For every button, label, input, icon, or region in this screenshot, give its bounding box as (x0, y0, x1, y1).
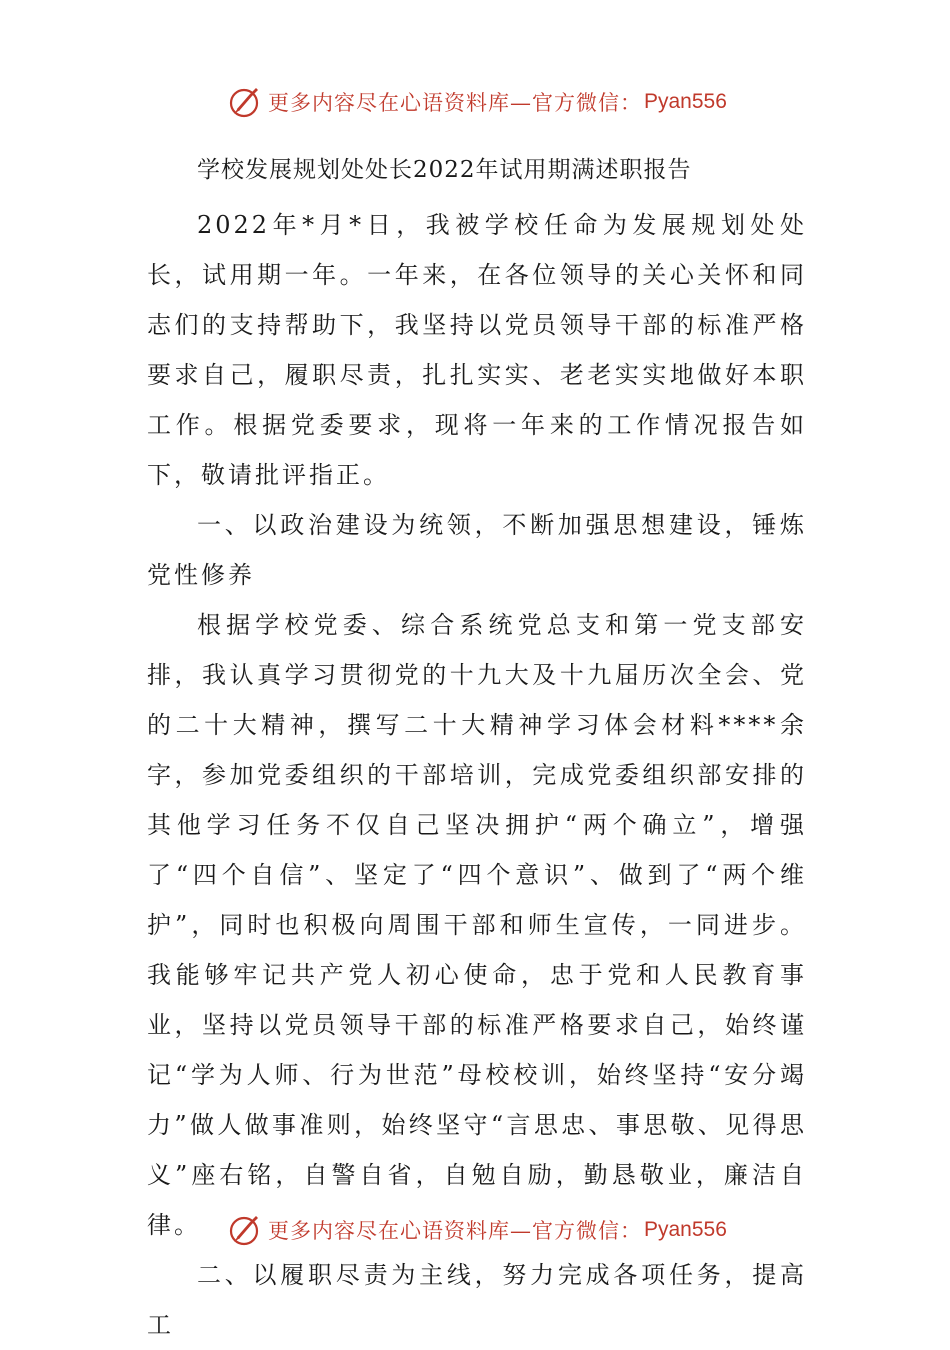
section-heading-1: 一、以政治建设为统领，不断加强思想建设，锤炼党性修养 (147, 511, 807, 589)
watermark-text: 更多内容尽在心语资料库—官方微信： (268, 91, 642, 115)
watermark-footer (228, 1210, 727, 1250)
pen-nib-circle-icon (228, 1212, 264, 1248)
document-title: 学校发展规划处处长2022年试用期满述职报告 (197, 157, 692, 183)
paragraph-section-1: 根据学校党委、综合系统党总支和第一党支部安排，我认真学习贯彻党的十九大及十九届历次全会、党的二十大精神，撰写二十大精神学习体会材料****余字，参加党委组织的干部培训，完成党委组织部安排的其他学习任务不仅自己坚决拥护“两个确立”，增强了“四个自信”、坚定了“四个意识”、做到了“两个维护”，同时也积极向周围干部和师生宣传，一同进步。我能够牢记共产党人初心使命，忠于党和人民教育事业，坚持以党员领导干部的标准严格要求自己，始终谨记“学为人师、行为世范”母校校训，始终坚持“安分竭力”做人做事准则，始终坚守“言思忠、事思敬、见得思义”座右铭，自警自省，自勉自励，勤恳敬业，廉洁自律。 (147, 611, 807, 1239)
pen-nib-circle-icon (228, 84, 264, 120)
watermark-wechat-id: Pyan556 (644, 90, 727, 113)
watermark-wechat-id: Pyan556 (644, 1218, 727, 1241)
document-body (147, 148, 807, 1350)
watermark-header (228, 82, 727, 122)
section-heading-2: 二、以履职尽责为主线，努力完成各项任务，提高工 (147, 1261, 807, 1339)
watermark-text: 更多内容尽在心语资料库—官方微信： (268, 1219, 642, 1243)
paragraph-intro: 2022年*月*日，我被学校任命为发展规划处处长，试用期一年。一年来，在各位领导的关心关怀和同志们的支持帮助下，我坚持以党员领导干部的标准严格要求自己，履职尽责，扎扎实实、老老实实地做好本职工作。根据党委要求，现将一年来的工作情况报告如下，敬请批评指正。 (147, 211, 807, 489)
